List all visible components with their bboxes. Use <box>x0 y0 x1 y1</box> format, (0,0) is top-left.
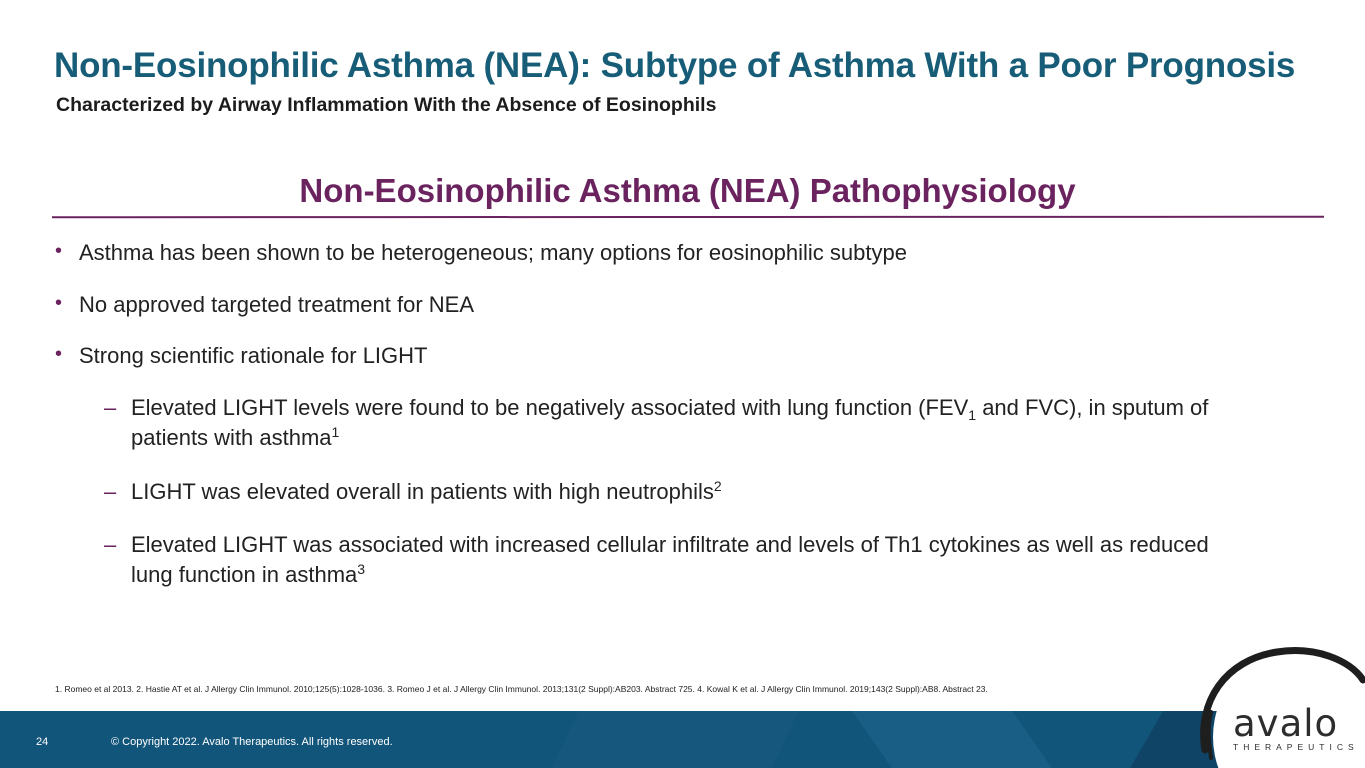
sub-bullet-text: Elevated LIGHT was associated with increased cellular infiltrate and levels of Th1 cytokines as well as reduced lung function in asthma <box>131 532 1209 587</box>
bullet-item <box>55 240 907 266</box>
sub-bullet-text: LIGHT was elevated overall in patients with high neutrophils <box>131 479 714 504</box>
footer-bar <box>0 711 1365 768</box>
sub-bullet-item <box>104 477 1251 507</box>
footnote-ref: 2 <box>713 478 722 494</box>
dash-icon: – <box>104 395 117 420</box>
references: 1. Romeo et al 2013. 2. Hastie AT et al. J Allergy Clin Immunol. 2010;125(5):1028-1036. 3. Romeo J et al. J Allergy Clin Immunol. 2013;131(2 Suppl):AB203. Abstract 725. 4. Kowal K et al. J Allergy Clin Immunol. 2019;143(2 Suppl):AB8. Abstract 23. <box>55 684 988 694</box>
dash-icon: – <box>104 532 117 557</box>
sub-bullet-item <box>104 530 1221 590</box>
logo-wordmark: avalo <box>1233 702 1339 745</box>
bullet-item <box>55 343 428 369</box>
bullet-text: No approved targeted treatment for NEA <box>79 292 474 317</box>
sub-bullet-text: and FVC), in sputum of patients with asthma <box>131 395 1209 450</box>
sub-bullet-item <box>104 393 1251 453</box>
footnote-ref: 1 <box>331 424 340 440</box>
section-heading: Non-Eosinophilic Asthma (NEA) Pathophysiology <box>299 172 1076 209</box>
bullet-dot-icon: • <box>55 343 63 365</box>
slide-subtitle: Characterized by Airway Inflammation With the Absence of Eosinophils <box>56 94 717 116</box>
bullet-text: Asthma has been shown to be heterogeneous; many options for eosinophilic subtype <box>79 240 907 265</box>
subscript: 1 <box>968 407 977 423</box>
bullet-item <box>55 292 474 318</box>
bullet-dot-icon: • <box>55 240 63 262</box>
copyright-notice: © Copyright 2022. Avalo Therapeutics. All rights reserved. <box>111 736 393 748</box>
bullet-dot-icon: • <box>55 292 63 314</box>
footnote-ref: 3 <box>357 561 366 577</box>
page-number: 24 <box>36 736 49 748</box>
company-logo <box>1185 632 1365 768</box>
slide-title: Non-Eosinophilic Asthma (NEA): Subtype of Asthma With a Poor Prognosis <box>54 46 1296 85</box>
bullet-text: Strong scientific rationale for LIGHT <box>79 343 428 368</box>
dash-icon: – <box>104 479 117 504</box>
logo-tagline: THERAPEUTICS <box>1233 742 1359 752</box>
sub-bullet-text: Elevated LIGHT levels were found to be negatively associated with lung function (FEV <box>131 395 969 420</box>
section-divider <box>52 216 1324 218</box>
